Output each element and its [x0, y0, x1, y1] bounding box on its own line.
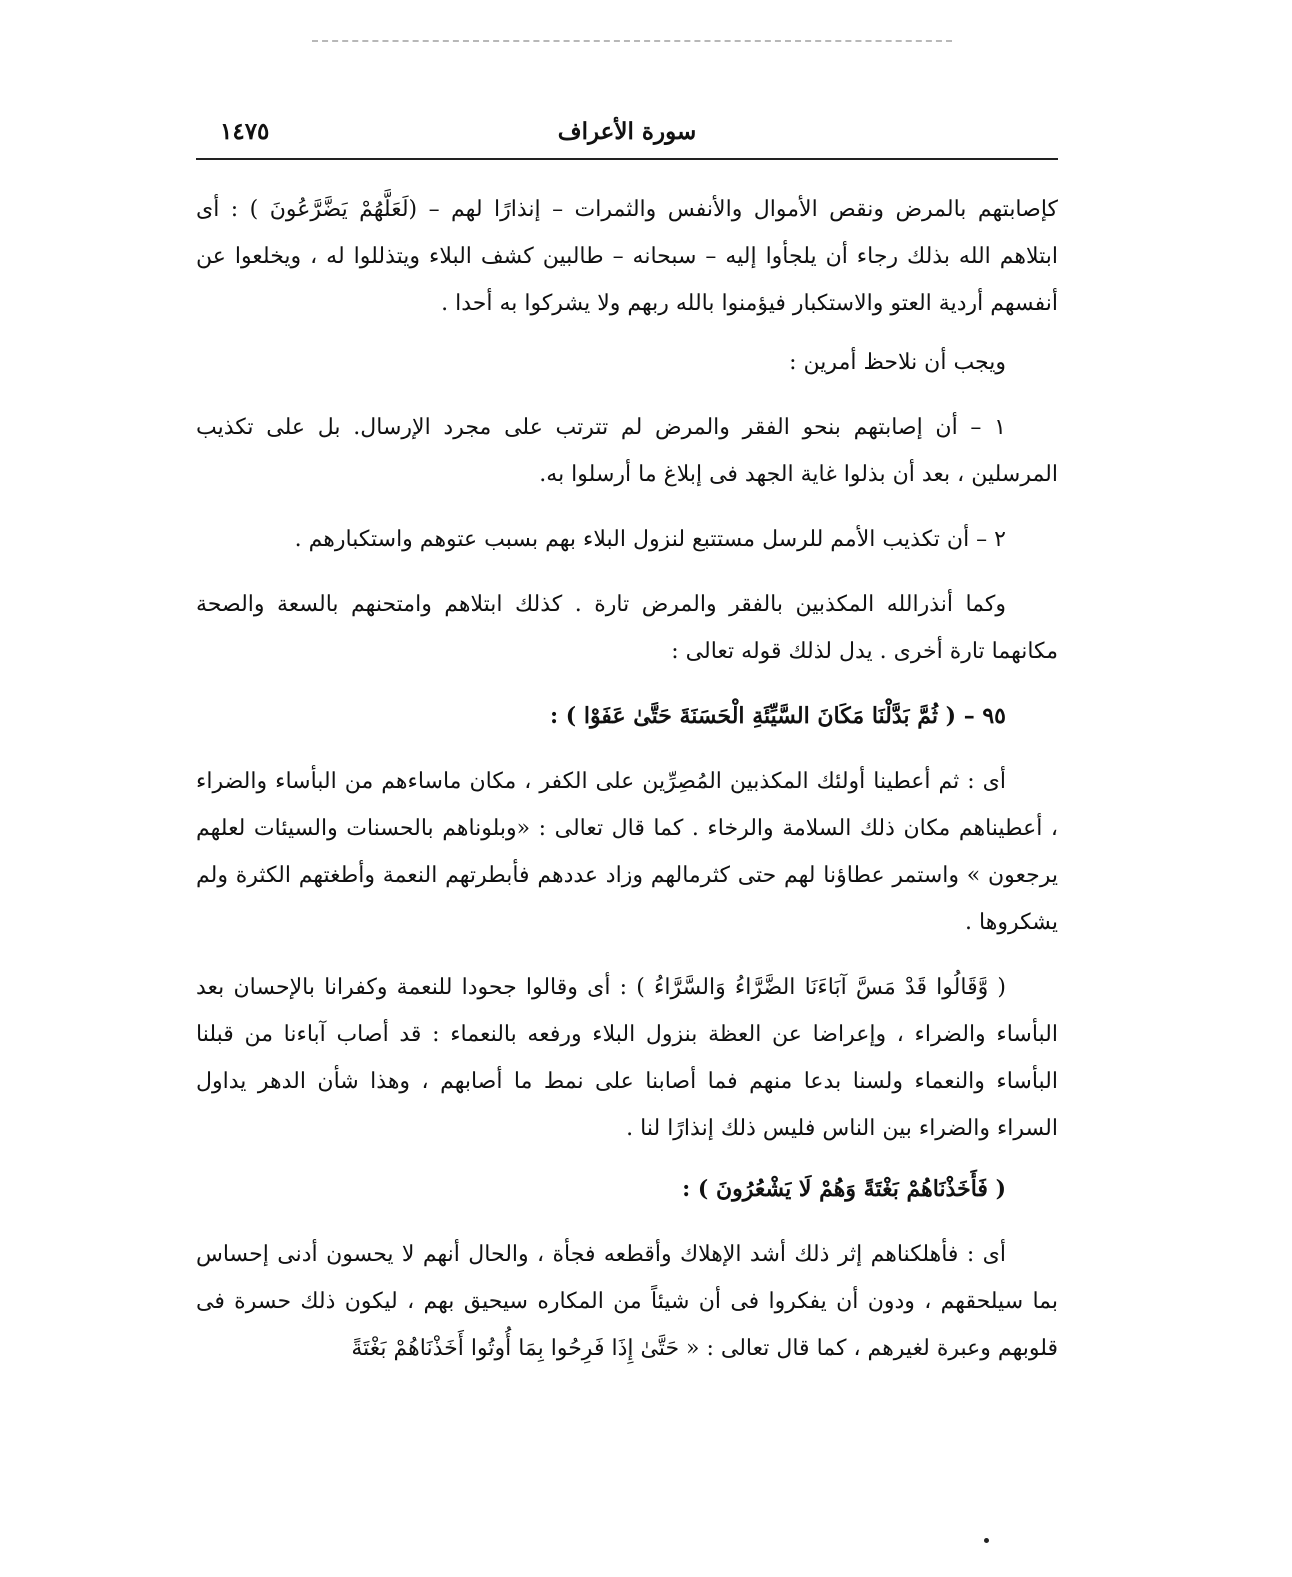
verse-seized-suddenly: ( فَأَخَذْنَاهُمْ بَغْتَةً وَهُمْ لَا يَشْعُرُونَ ) :	[682, 1176, 1006, 1202]
paragraph-point-one: ١ – أن إصابتهم بنحو الفقر والمرض لم تترتب على مجرد الإرسال. بل على تكذيب المرسلين ، بعد أن بذلوا غاية الجهد فى إبلاغ ما أرسلوا به.	[196, 415, 1058, 487]
surah-title: سورة الأعراف	[557, 118, 697, 145]
page-number: ١٤٧٥	[220, 118, 270, 145]
paragraph-verse-95-commentary: أى : ثم أعطينا أولئك المكذبين المُصِرِّين على الكفر ، مكان ماساءهم من البأساء والضراء ، أعطيناهم مكان ذلك السلامة والرخاء . كما قال تعالى : «وبلوناهم بالحسنات والسيئات لعلهم يرجعون » واستمر عطاؤنا لهم حتى كثرمالهم وزاد عددهم فأبطرتهم النعمة وأطغتهم الكثرة ولم يشكروها .	[196, 769, 1058, 935]
paragraph-they-said: ( وَّقَالُوا قَدْ مَسَّ آبَاءَنَا الضَّرَّاءُ وَالسَّرَّاءُ ) : أى وقالوا جحودا للنعمة وكفرانا بالإحسان بعد البأساء والضراء ، وإعراضا عن العظة بنزول البلاء ورفعه بالنعماء : قد أصاب آباءنا من قبلنا البأساء والنعماء ولسنا بدعا منهم فما أصابنا على نمط ما أصابهم ، وهذا شأن الدهر يداول السراء والضراء بين الناس فليس ذلك إنذارًا لنا .	[196, 975, 1058, 1141]
paragraph-destruction: أى : فأهلكناهم إثر ذلك أشد الإهلاك وأقطعه فجأة ، والحال أنهم لا يحسون أدنى إحساس بما سيلحقهم ، ودون أن يفكروا فى أن شيئاً من المكاره سيحيق بهم ، ليكون ذلك حسرة فى قلوبهم وعبرة لغيرهم ، كما قال تعالى : « حَتَّىٰ إِذَا فَرِحُوا بِمَا أُوتُوا أَخَذْنَاهُمْ بَغْتَةً	[196, 1242, 1058, 1361]
paragraph-two-matters: ويجب أن نلاحظ أمرين :	[789, 350, 1006, 375]
running-header	[196, 118, 1058, 160]
book-page	[196, 118, 1058, 1390]
page-body	[196, 160, 1058, 1372]
paragraph-point-two: ٢ – أن تكذيب الأمم للرسل مستتبع لنزول البلاء بهم بسبب عتوهم واستكبارهم .	[294, 527, 1006, 552]
verse-95: ٩٥ – ( ثُمَّ بَدَّلْنَا مَكَانَ السَّيِّئَةِ الْحَسَنَةَ حَتَّىٰ عَفَوْا ) :	[549, 703, 1006, 729]
scan-speck	[984, 1538, 989, 1543]
scan-top-dashes	[312, 40, 952, 42]
paragraph-trial: وكما أنذرالله المكذبين بالفقر والمرض تارة . كذلك ابتلاهم وامتحنهم بالسعة والصحة مكانهما تارة أخرى . يدل لذلك قوله تعالى :	[196, 592, 1058, 664]
paragraph-intro: كإصابتهم بالمرض ونقص الأموال والأنفس والثمرات – إنذارًا لهم – (لَعَلَّهُمْ يَضَّرَّعُونَ ) : أى ابتلاهم الله بذلك رجاء أن يلجأوا إليه – سبحانه – طالبين كشف البلاء ويتذللوا له ، ويخلعوا عن أنفسهم أردية العتو والاستكبار فيؤمنوا بالله ربهم ولا يشركوا به أحدا .	[196, 197, 1058, 316]
